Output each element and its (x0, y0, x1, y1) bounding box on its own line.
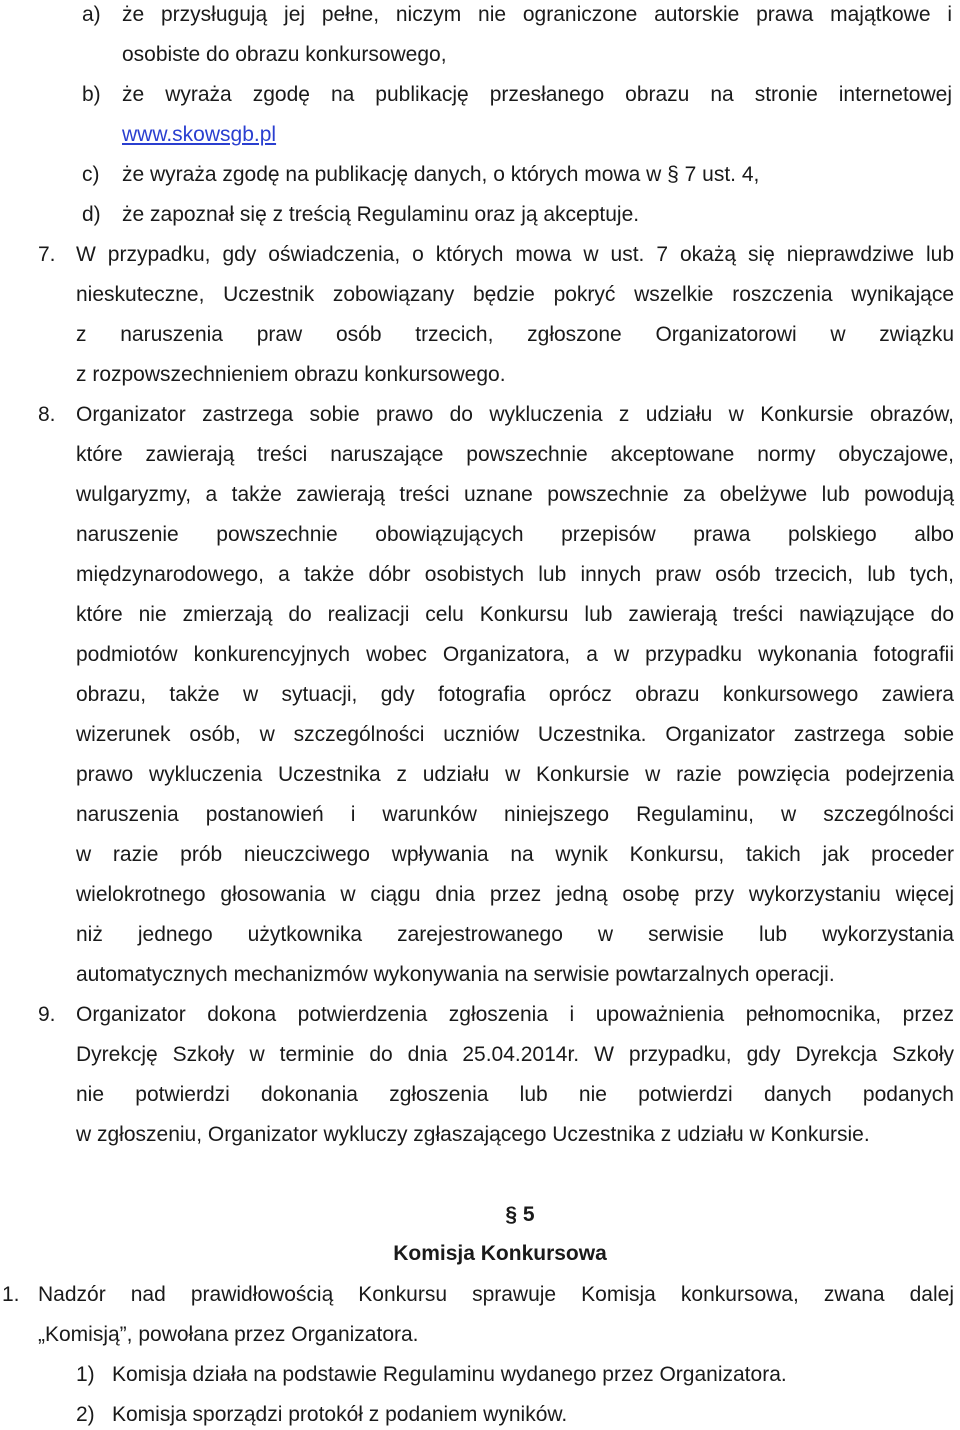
paragraph-8-line-14: niż jednego użytkownika zarejestrowanego w serwisie lub wykorzystania (76, 923, 954, 946)
paragraph-8-line-10: prawo wykluczenia Uczestnika z udziału w Konkursie w razie powzięcia podejrzenia (76, 763, 954, 786)
paragraph-8-line-5: międzynarodowego, a także dóbr osobistych lub innych praw osób trzecich, lub tych, (76, 563, 954, 586)
item-b-marker: b) (82, 83, 101, 106)
paragraph-8-marker: 8. (38, 403, 56, 426)
paragraph-8-line-12: w razie prób nieuczciwego wpływania na wynik Konkursu, takich jak proceder (76, 843, 954, 866)
paragraph-7-line-1: W przypadku, gdy oświadczenia, o których mowa w ust. 7 okażą się nieprawdziwe lub (76, 243, 954, 266)
paragraph-7-marker: 7. (38, 243, 56, 266)
item-c-text (122, 163, 759, 187)
paragraph-9-line-4: w zgłoszeniu, Organizator wykluczy zgłaszającego Uczestnika z udziału w Konkursie. (76, 1123, 870, 1146)
paragraph-9-marker: 9. (38, 1003, 56, 1026)
paragraph-9-line-3: nie potwierdzi dokonania zgłoszenia lub nie potwierdzi danych podanych (76, 1083, 954, 1106)
paragraph-9-line-1: Organizator dokona potwierdzenia zgłoszenia i upoważnienia pełnomocnika, przez (76, 1003, 954, 1026)
paragraph-8-line-11: naruszenia postanowień i warunków niniejszego Regulaminu, w szczególności (76, 803, 954, 826)
item-c-line-2: 7 ust. 4, (678, 163, 760, 186)
section-title: Komisja Konkursowa (393, 1242, 607, 1265)
item-a-marker: a) (82, 3, 101, 26)
paragraph-7-line-3: z naruszenia praw osób trzecich, zgłoszone Organizatorowi w związku (76, 323, 954, 346)
section-number: 5 (522, 1203, 535, 1226)
item-d-line-1: że zapoznał się z treścią Regulaminu oraz ją akceptuje. (122, 203, 640, 226)
s1-sub-2-text: Komisja sporządzi protokół z podaniem wyników. (112, 1403, 568, 1426)
paragraph-8-line-6: które nie zmierzają do realizacji celu Konkursu lub zawierają treści nawiązujące do (76, 603, 954, 626)
paragraph-8-line-8: obrazu, także w sytuacji, gdy fotografia oprócz obrazu konkursowego zawiera (76, 683, 954, 706)
paragraph-8-line-4: naruszenie powszechnie obowiązujących przepisów prawa polskiego albo (76, 523, 954, 546)
section-sign-heading: § (505, 1203, 518, 1226)
paragraph-7-line-2: nieskuteczne, Uczestnik zobowiązany będzie pokryć wszelkie roszczenia wynikające (76, 283, 954, 306)
paragraph-8-line-1: Organizator zastrzega sobie prawo do wykluczenia z udziału w Konkursie obrazów, (76, 403, 954, 426)
paragraph-8-line-7: podmiotów konkurencyjnych wobec Organizatora, a w przypadku wykonania fotografii (76, 643, 954, 666)
section-heading-number (480, 1203, 560, 1227)
item-c-marker: c) (82, 163, 100, 186)
paragraph-7-line-4: z rozpowszechnieniem obrazu konkursowego. (76, 363, 506, 386)
paragraph-9-line-2: Dyrekcję Szkoły w terminie do dnia 25.04.2014r. W przypadku, gdy Dyrekcja Szkoły (76, 1043, 954, 1066)
website-link[interactable]: www.skowsgb.pl (122, 123, 277, 146)
item-a-line-2: osobiste do obrazu konkursowego, (122, 43, 447, 66)
item-b-line-1: że wyraża zgodę na publikację przesłanego obrazu na stronie internetowej (122, 83, 952, 106)
s1-marker: 1. (2, 1283, 20, 1306)
item-d-marker: d) (82, 203, 101, 226)
item-a-line-1: że przysługują jej pełne, niczym nie ograniczone autorskie prawa majątkowe i (122, 3, 952, 26)
s1-line-1: Nadzór nad prawidłowością Konkursu sprawuje Komisja konkursowa, zwana dalej (38, 1283, 954, 1306)
paragraph-8-line-13: wielokrotnego głosowania w ciągu dnia przez jedną osobę przy wykorzystaniu więcej (76, 883, 954, 906)
s1-sub-2-marker: 2) (76, 1403, 95, 1426)
paragraph-8-line-15: automatycznych mechanizmów wykonywania na serwisie powtarzalnych operacji. (76, 963, 835, 986)
item-c-line-1: że wyraża zgodę na publikację danych, o których mowa w (122, 163, 662, 186)
s1-line-2: „Komisją”, powołana przez Organizatora. (38, 1323, 419, 1346)
paragraph-8-line-2: które zawierają treści naruszające powszechnie akceptowane normy obyczajowe, (76, 443, 954, 466)
section-sign: § (667, 163, 679, 186)
paragraph-8-line-3: wulgaryzmy, a także zawierają treści uznane powszechnie za obelżywe lub powodują (76, 483, 954, 506)
paragraph-8-line-9: wizerunek osób, w szczególności uczniów Uczestnika. Organizator zastrzega sobie (76, 723, 954, 746)
s1-sub-1-text: Komisja działa na podstawie Regulaminu wydanego przez Organizatora. (112, 1363, 787, 1386)
s1-sub-1-marker: 1) (76, 1363, 95, 1386)
